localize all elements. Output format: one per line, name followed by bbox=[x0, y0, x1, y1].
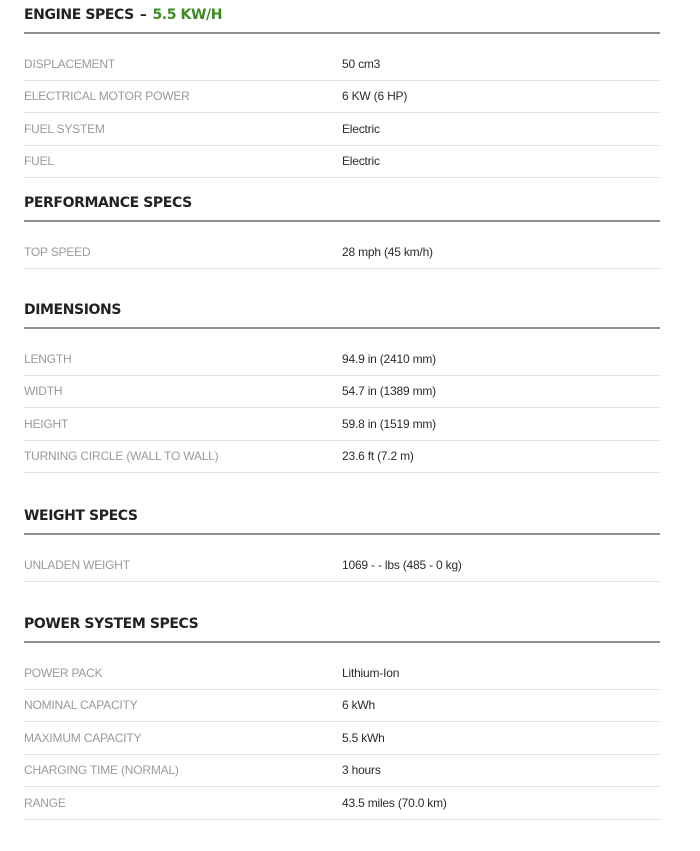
section-title bbox=[24, 609, 660, 641]
spec-label: UNLADEN WEIGHT bbox=[24, 557, 130, 572]
spec-row bbox=[24, 408, 660, 441]
spec-label: WIDTH bbox=[24, 384, 63, 399]
section-title-text: DIMENSIONS bbox=[24, 302, 122, 318]
spec-value: 43.5 miles (70.0 km) bbox=[342, 795, 447, 810]
power-system-specs-section bbox=[24, 609, 660, 820]
spec-row bbox=[24, 722, 660, 755]
spec-value: 94.9 in (2410 mm) bbox=[342, 351, 436, 366]
section-title bbox=[24, 501, 660, 533]
spec-value: 23.6 ft (7.2 m) bbox=[342, 449, 414, 464]
performance-specs-section bbox=[24, 188, 660, 269]
spec-value: 6 kWh bbox=[342, 698, 376, 713]
spec-rows bbox=[24, 643, 660, 820]
section-title bbox=[24, 188, 660, 220]
spec-value: 3 hours bbox=[342, 763, 381, 778]
spec-label: RANGE bbox=[24, 795, 66, 810]
spec-row bbox=[24, 146, 660, 179]
spec-value: 1069 - - lbs (485 - 0 kg) bbox=[342, 557, 462, 572]
section-title-text: POWER SYSTEM SPECS bbox=[24, 616, 199, 632]
spec-label: TURNING CIRCLE (WALL TO WALL) bbox=[24, 449, 219, 464]
spec-label: CHARGING TIME (NORMAL) bbox=[24, 763, 179, 778]
spec-rows bbox=[24, 34, 660, 178]
spec-row bbox=[24, 657, 660, 690]
spec-label: TOP SPEED bbox=[24, 244, 91, 259]
section-title-text: PERFORMANCE SPECS bbox=[24, 195, 192, 211]
section-title bbox=[24, 0, 660, 32]
spec-row bbox=[24, 376, 660, 409]
spec-label: FUEL SYSTEM bbox=[24, 121, 105, 136]
spec-label: DISPLACEMENT bbox=[24, 56, 115, 71]
spec-row bbox=[24, 549, 660, 582]
spec-value: Lithium-Ion bbox=[342, 665, 400, 680]
spec-label: HEIGHT bbox=[24, 416, 69, 431]
spec-value: 6 KW (6 HP) bbox=[342, 89, 408, 104]
spec-row bbox=[24, 343, 660, 376]
spec-row bbox=[24, 690, 660, 723]
spec-row bbox=[24, 441, 660, 474]
spec-label: NOMINAL CAPACITY bbox=[24, 698, 138, 713]
engine-rating: 5.5 KW/H bbox=[152, 7, 223, 23]
spec-value: Electric bbox=[342, 121, 380, 136]
spec-value: 5.5 kWh bbox=[342, 730, 385, 745]
spec-rows bbox=[24, 535, 660, 582]
spec-row bbox=[24, 48, 660, 81]
spec-row bbox=[24, 236, 660, 269]
spec-row bbox=[24, 787, 660, 820]
section-title-text: WEIGHT SPECS bbox=[24, 508, 138, 524]
spec-rows bbox=[24, 222, 660, 269]
spec-label: POWER PACK bbox=[24, 665, 103, 680]
spec-row bbox=[24, 113, 660, 146]
title-dash: – bbox=[139, 7, 147, 23]
spec-label: FUEL bbox=[24, 154, 54, 169]
spec-label: LENGTH bbox=[24, 351, 72, 366]
spec-value: 28 mph (45 km/h) bbox=[342, 244, 433, 259]
spec-value: 50 cm3 bbox=[342, 56, 381, 71]
dimensions-section bbox=[24, 295, 660, 473]
spec-label: MAXIMUM CAPACITY bbox=[24, 730, 142, 745]
spec-label: ELECTRICAL MOTOR POWER bbox=[24, 89, 190, 104]
spec-row bbox=[24, 755, 660, 788]
section-title bbox=[24, 295, 660, 327]
spec-value: 59.8 in (1519 mm) bbox=[342, 416, 436, 431]
section-title-text: ENGINE SPECS bbox=[24, 7, 134, 23]
spec-value: 54.7 in (1389 mm) bbox=[342, 384, 436, 399]
weight-specs-section bbox=[24, 501, 660, 582]
spec-row bbox=[24, 81, 660, 114]
spec-value: Electric bbox=[342, 154, 380, 169]
spec-rows bbox=[24, 329, 660, 473]
engine-specs-section bbox=[24, 0, 660, 178]
